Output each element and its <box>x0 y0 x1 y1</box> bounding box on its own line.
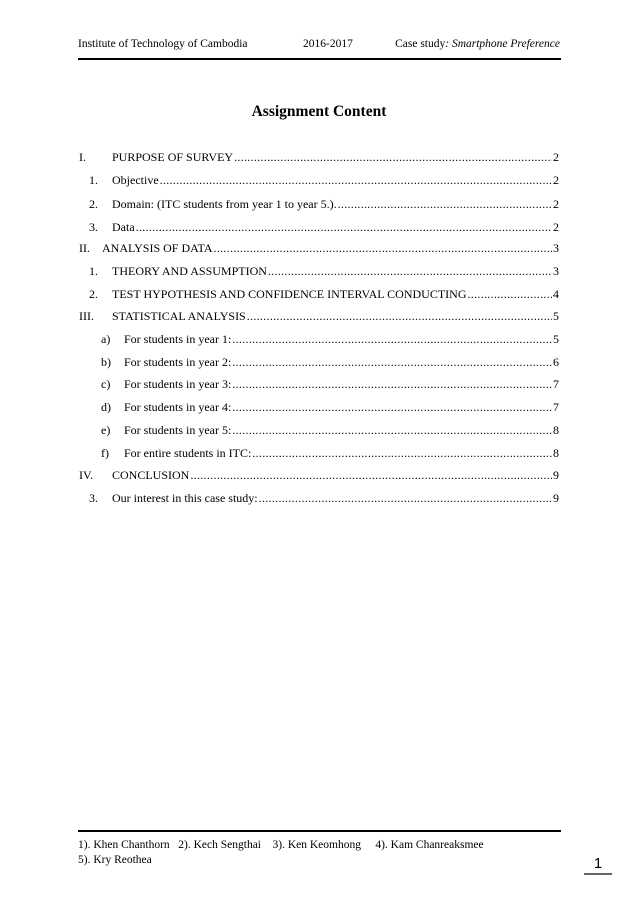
page-header <box>78 38 560 54</box>
toc-entry <box>79 197 559 213</box>
toc-entry <box>79 400 559 416</box>
toc-page-number: 7 <box>553 400 559 414</box>
toc-label: TEST HYPOTHESIS AND CONFIDENCE INTERVAL CONDUCTING <box>112 287 467 301</box>
toc-page-number: 9 <box>553 468 559 482</box>
toc-number: 2. <box>89 197 98 211</box>
toc-page-number: 8 <box>553 423 559 437</box>
toc-number: d) <box>101 400 111 414</box>
toc-number: III. <box>79 309 94 323</box>
toc-label: Our interest in this case study: <box>112 491 258 505</box>
toc-leader <box>234 150 552 165</box>
toc-page-number: 4 <box>553 287 559 301</box>
toc-label: For entire students in ITC: <box>124 446 252 460</box>
toc-page-number: 7 <box>553 377 559 391</box>
toc-label: For students in year 2: <box>124 355 232 369</box>
toc-entry <box>79 309 559 325</box>
toc-page-number: 2 <box>553 150 559 164</box>
toc-number: f) <box>101 446 109 460</box>
toc-entry <box>79 377 559 393</box>
toc-number: 3. <box>89 220 98 234</box>
toc-page-number: 8 <box>553 446 559 460</box>
toc-page-number: 5 <box>553 332 559 346</box>
toc-leader <box>259 491 552 506</box>
toc-leader <box>232 332 552 347</box>
header-rule <box>78 58 561 60</box>
page-number-rule <box>584 873 612 875</box>
toc-label: For students in year 1: <box>124 332 232 346</box>
toc-entry <box>79 287 559 303</box>
toc-label: THEORY AND ASSUMPTION <box>112 264 267 278</box>
toc-leader <box>338 197 552 212</box>
header-year: 2016-2017 <box>303 38 353 50</box>
header-institution: Institute of Technology of Cambodia <box>78 38 248 50</box>
page-footer <box>78 838 484 868</box>
toc-leader <box>232 377 552 392</box>
toc-entry <box>79 355 559 371</box>
toc-label: CONCLUSION <box>112 468 190 482</box>
toc-entry <box>79 491 559 507</box>
toc-label: For students in year 5: <box>124 423 232 437</box>
toc-number: e) <box>101 423 111 437</box>
toc-page-number: 3 <box>553 264 559 278</box>
page-number: 1 <box>593 855 603 872</box>
footer-authors-line-1: 1). Khen Chanthorn 2). Kech Sengthai 3). Ken Keomhong 4). Kam Chanreaksmee <box>78 839 484 851</box>
toc-label: STATISTICAL ANALYSIS <box>112 309 246 323</box>
toc-leader <box>136 220 552 235</box>
toc-leader <box>268 264 552 279</box>
toc-label: For students in year 4: <box>124 400 232 414</box>
toc-entry <box>79 423 559 439</box>
toc-leader <box>232 355 552 370</box>
toc-entry <box>79 150 559 166</box>
toc-number: IV. <box>79 468 94 482</box>
toc-entry <box>79 173 559 189</box>
toc-leader <box>160 173 552 188</box>
toc-number: 1. <box>89 264 98 278</box>
toc-page-number: 2 <box>553 220 559 234</box>
header-case-study <box>395 38 560 50</box>
header-case-prefix: Case study <box>395 38 446 50</box>
toc-label: Objective <box>112 173 159 187</box>
toc-number: 3. <box>89 491 98 505</box>
toc-page-number: 2 <box>553 197 559 211</box>
toc-number: 1. <box>89 173 98 187</box>
toc-entry <box>79 220 559 236</box>
toc-entry <box>79 446 559 462</box>
toc-label: Data <box>112 220 135 234</box>
toc-leader <box>247 309 552 324</box>
toc-number: I. <box>79 150 86 164</box>
toc-page-number: 5 <box>553 309 559 323</box>
toc-entry <box>79 468 559 484</box>
toc-leader <box>232 423 552 438</box>
footer-rule <box>78 830 561 832</box>
toc-leader <box>190 468 552 483</box>
toc-number: c) <box>101 377 111 391</box>
toc-number: II. <box>79 241 90 255</box>
toc-page-number: 6 <box>553 355 559 369</box>
toc-leader <box>214 241 552 256</box>
page-title: Assignment Content <box>251 103 387 120</box>
toc-leader <box>232 400 552 415</box>
toc-entry <box>79 241 559 257</box>
toc-label: ANALYSIS OF DATA <box>102 241 213 255</box>
toc-page-number: 3 <box>553 241 559 255</box>
toc-label: For students in year 3: <box>124 377 232 391</box>
toc-leader <box>252 446 552 461</box>
toc-label: Domain: (ITC students from year 1 to year 5.). <box>112 197 337 211</box>
toc-number: 2. <box>89 287 98 301</box>
toc-number: b) <box>101 355 111 369</box>
toc-entry <box>79 332 559 348</box>
toc-page-number: 9 <box>553 491 559 505</box>
toc-number: a) <box>101 332 111 346</box>
toc-page-number: 2 <box>553 173 559 187</box>
header-case-title: : Smartphone Preference <box>445 38 560 50</box>
toc-leader <box>468 287 553 302</box>
toc-entry <box>79 264 559 280</box>
toc-label: PURPOSE OF SURVEY <box>112 150 234 164</box>
footer-authors-line-2: 5). Kry Reothea <box>78 854 152 866</box>
